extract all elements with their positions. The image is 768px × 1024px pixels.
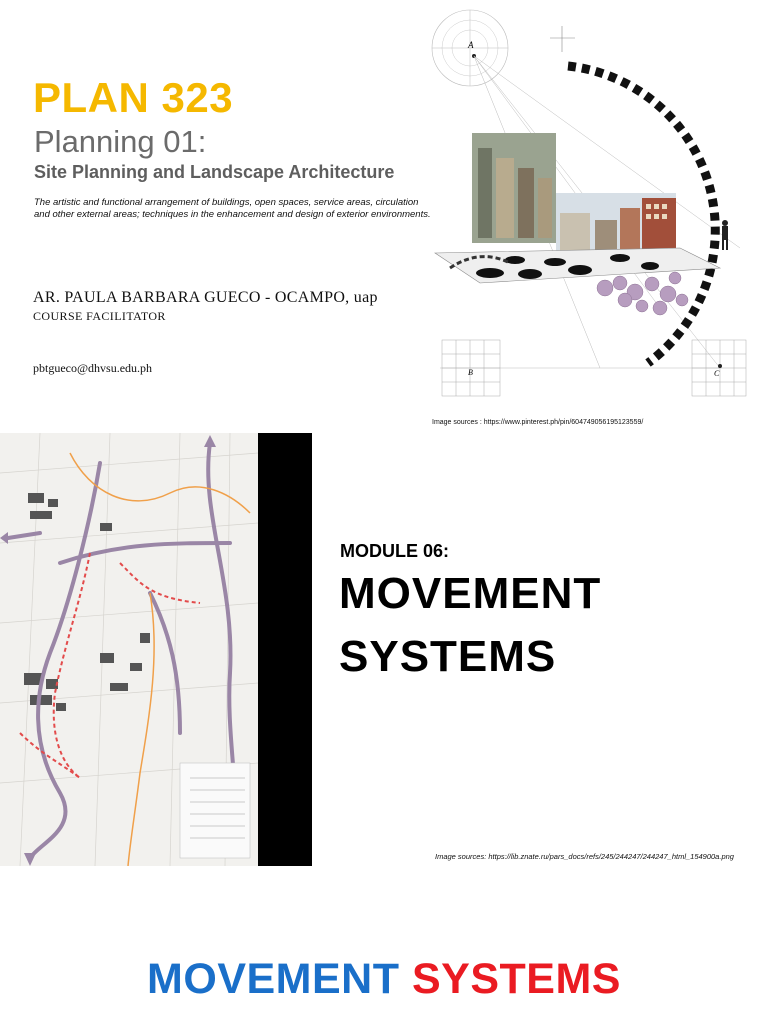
course-title: Planning 01: [34, 124, 207, 159]
course-subtitle: Site Planning and Landscape Architecture [34, 162, 395, 182]
black-divider-bar [258, 433, 312, 866]
heading-word-systems: SYSTEMS [411, 955, 621, 1003]
facilitator-role: COURSE FACILITATOR [33, 309, 166, 323]
city-photo-collage [472, 133, 676, 253]
module-number: MODULE 06: [340, 541, 450, 561]
image-source-caption: Image sources : https://www.pinterest.ph/pin/604749056195123559/ [432, 419, 644, 426]
point-a-label: A [468, 40, 474, 50]
point-c-label: C [714, 369, 720, 378]
compass-rose-graphic [432, 10, 508, 86]
site-planning-diagram-image [420, 8, 760, 403]
heading-word-movement: MOVEMENT [147, 955, 400, 1003]
module-title-line-1: MOVEMENT [339, 569, 602, 618]
grid-c-graphic [692, 340, 746, 396]
course-code: PLAN 323 [33, 74, 234, 121]
tree-canopy-graphic [597, 272, 688, 315]
point-b-label: B [468, 368, 473, 377]
campus-circulation-map-image [0, 433, 258, 866]
facilitator-name: AR. PAULA BARBARA GUECO - OCAMPO, uap [33, 289, 378, 306]
facilitator-email: pbtgueco@dhvsu.edu.ph [33, 361, 153, 375]
image-source-caption: Image sources: https://lib.znate.ru/pars_docs/refs/245/244247/244247_html_154900a.png [435, 852, 734, 861]
module-title-line-2: SYSTEMS [339, 632, 557, 681]
course-title-slide [0, 0, 768, 432]
human-scale-figure [722, 220, 728, 250]
module-title-slide [0, 433, 768, 866]
document-heading [0, 955, 768, 1004]
course-description: The artistic and functional arrangement of buildings, open spaces, service areas, circulation and other external areas; techniques in the enhancement and design of exterior environments. [34, 197, 431, 220]
